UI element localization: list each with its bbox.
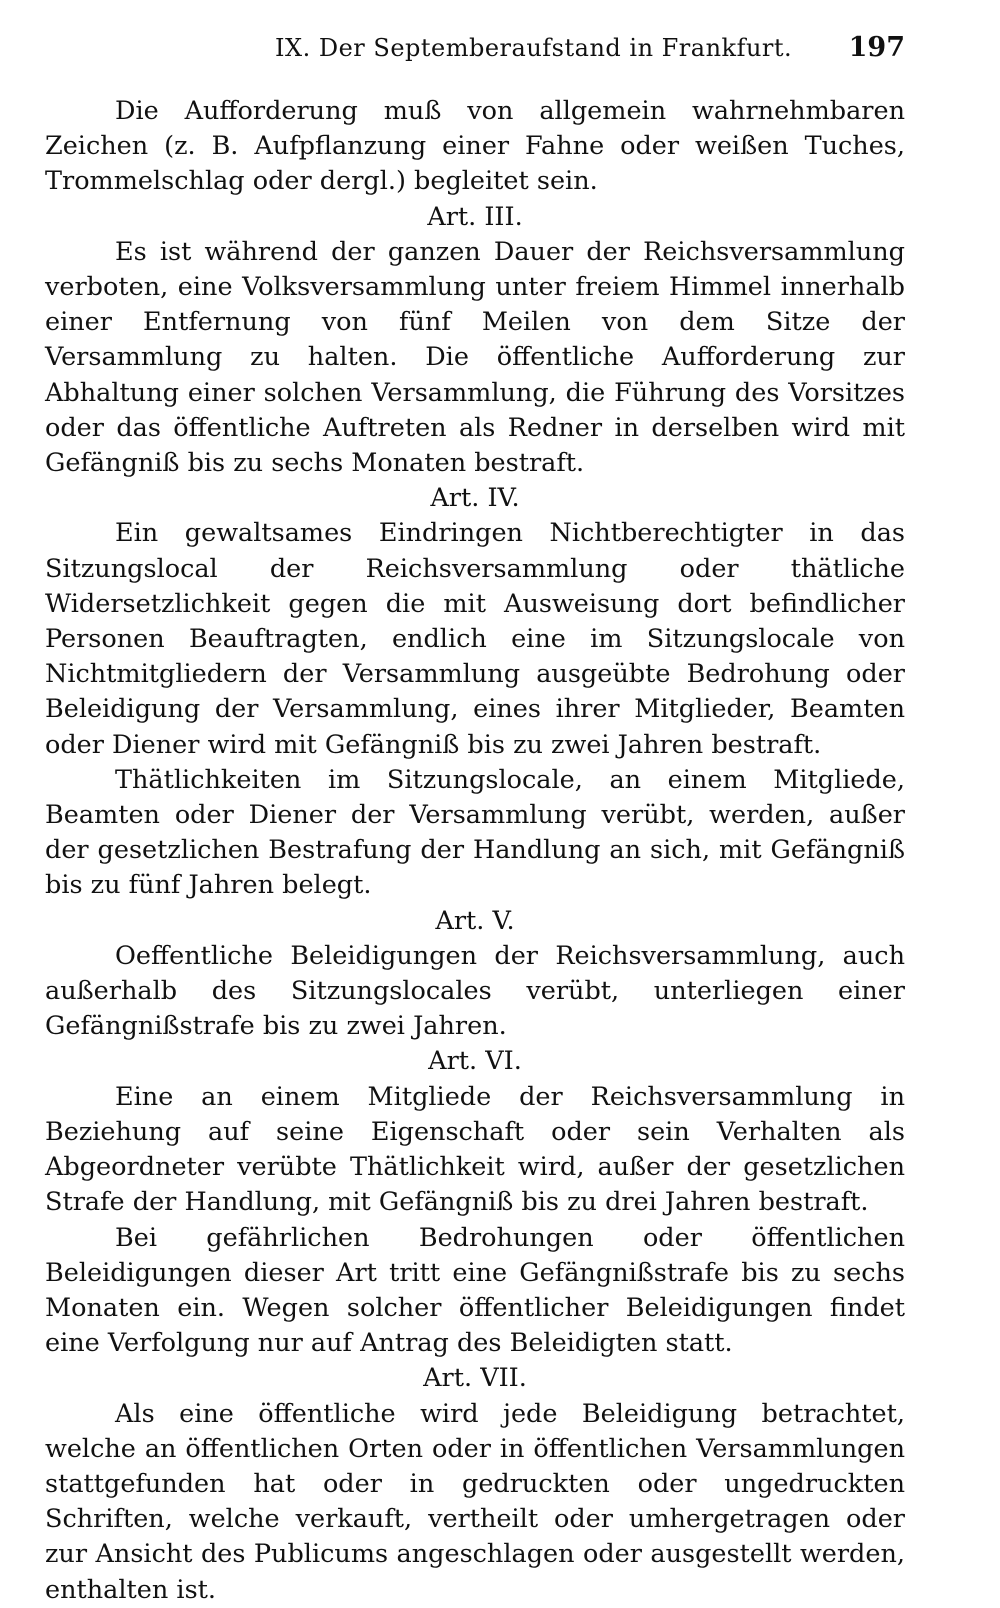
paragraph-continuation: Die Aufforderung muß von allgemein wahrnehmbaren Zeichen (z. B. Aufpflanzung einer Fahne oder weißen Tuches, Trommelschlag oder dergl.) begleitet sein.	[45, 96, 905, 197]
paragraph-art4-2: Thätlichkeiten im Sitzungslocale, an einem Mitgliede, Beamten oder Diener der Versammlung verübt, werden, außer der gesetzlichen Bestrafung der Handlung an sich, mit Gefängniß bis zu fünf Jahren belegt.	[45, 764, 905, 901]
article-heading-6: Art. VI.	[428, 1046, 522, 1077]
running-title: IX. Der Septemberaufstand in Frankfurt.	[275, 34, 793, 62]
paragraph-art7: Als eine öffentliche wird jede Beleidigung betrachtet, welche an öffentlichen Orten oder in öffentlichen Versammlungen stattgefunden hat oder in gedruckten oder ungedruckten Schriften, welche verkauft, vertheilt oder umhergetragen oder zur Ansicht des Publicums angeschlagen oder ausgestellt werden, enthalten ist.	[45, 1398, 905, 1605]
article-heading-7: Art. VII.	[423, 1363, 527, 1394]
paragraph-art6-2: Bei gefährlichen Bedrohungen oder öffentlichen Beleidigungen dieser Art tritt eine Gefängnißstrafe bis zu sechs Monaten ein. Wegen solcher öffentlicher Beleidigungen findet eine Verfolgung nur auf Antrag des Beleidigten statt.	[45, 1222, 905, 1359]
paragraph-art6-1: Eine an einem Mitgliede der Reichsversammlung in Beziehung auf seine Eigenschaft oder sein Verhalten als Abgeordneter verübte Thätlichkeit wird, außer der gesetzlichen Strafe der Handlung, mit Gefängniß bis zu drei Jahren bestraft.	[45, 1081, 905, 1218]
page-number: 197	[848, 32, 905, 63]
article-heading-3: Art. III.	[427, 201, 523, 232]
paragraph-art4-1: Ein gewaltsames Eindringen Nichtberechtigter in das Sitzungslocal der Reichsversammlung oder thätliche Widersetzlichkeit gegen die mit Ausweisung dort befindlicher Personen Beauftragten, endlich eine im Sitzungslocale von Nichtmitgliedern der Versammlung ausgeübte Bedrohung oder Beleidigung der Versammlung, eines ihrer Mitglieder, Beamten oder Diener wird mit Gefängniß bis zu zwei Jahren bestraft.	[45, 518, 905, 760]
body-text	[45, 94, 905, 1608]
article-heading-4: Art. IV.	[430, 483, 520, 514]
paragraph-art5: Oeffentliche Beleidigungen der Reichsversammlung, auch außerhalb des Sitzungslocales verübt, unterliegen einer Gefängnißstrafe bis zu zwei Jahren.	[45, 940, 905, 1042]
running-head	[50, 34, 905, 68]
article-heading-5: Art. V.	[435, 905, 515, 936]
paragraph-art3: Es ist während der ganzen Dauer der Reichsversammlung verboten, eine Volksversammlung unter freiem Himmel innerhalb einer Entfernung von fünf Meilen von dem Sitze der Versammlung zu halten. Die öffentliche Aufforderung zur Abhaltung einer solchen Versammlung, die Führung des Vorsitzes oder das öffentliche Auftreten als Redner in derselben wird mit Gefängniß bis zu sechs Monaten bestraft.	[45, 236, 905, 479]
